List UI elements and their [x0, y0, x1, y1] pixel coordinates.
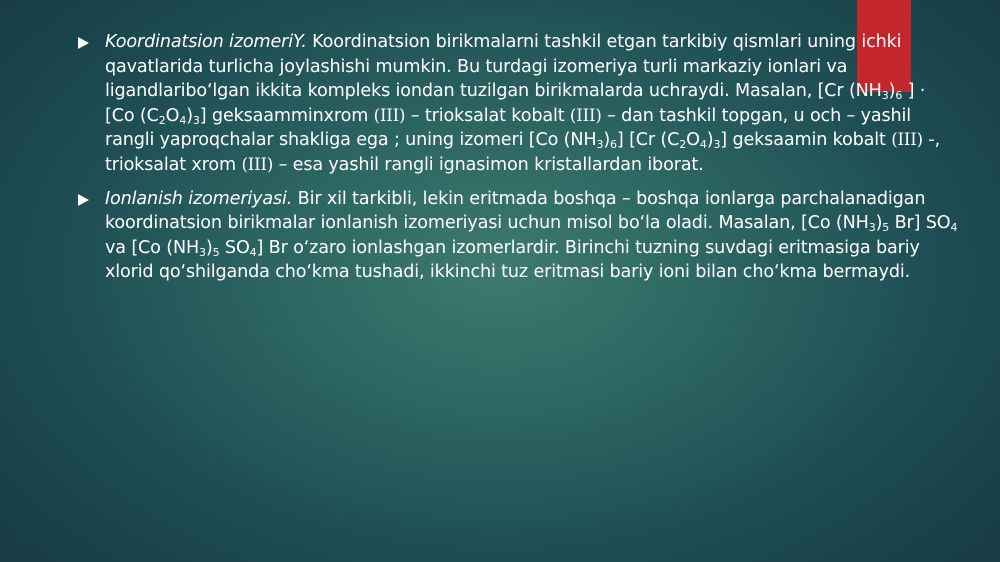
- subscript: 2: [158, 113, 166, 127]
- subscript: 2: [679, 138, 687, 152]
- text-fragment: ] Br o‘zaro ionlashgan izomerlardir. Birinchi tuzning suvdagi eritmasiga bariy xlorid qo‘shilganda cho‘kma tushadi, ikkinchi tuz eritmasi bariy ioni bilan cho‘kma bermaydi.: [105, 237, 920, 283]
- text-fragment: SO: [219, 237, 250, 258]
- text-fragment: ] · [Co (C: [105, 81, 926, 126]
- term-ionization-isomerism: Ionlanish izomeriyasi.: [105, 188, 293, 209]
- bullet-ionization-isomerism: [78, 187, 958, 285]
- subscript: 3: [868, 221, 876, 235]
- roman-numeral: (III): [241, 154, 274, 174]
- subscript: 5: [212, 245, 220, 259]
- subscript: 4: [950, 221, 958, 235]
- text-fragment: O: [686, 130, 700, 151]
- roman-numeral: (III): [373, 105, 406, 125]
- triangle-bullet-icon: [78, 194, 89, 206]
- text-fragment: – esa yashil rangli ignasimon kristallardan iborat.: [273, 154, 704, 175]
- text-fragment: ] [Cr (C: [616, 130, 680, 151]
- text-fragment: ): [186, 105, 193, 126]
- text-fragment: Koordinatsion birikmalarni tashkil etgan tarkibiy qismlari uning ichki qavatlarida turlicha joylashishi mumkin. Bu turdagi izomeriya turli markaziy ionlari va ligandlaribo‘lgan ikkita kompleks iondan tuzilgan birikmalarda uchraydi. Masalan, [Cr (NH: [105, 32, 902, 102]
- slide-content: [78, 30, 958, 294]
- subscript: 6: [895, 89, 903, 103]
- text-fragment: ] geksaamin kobalt: [720, 130, 892, 151]
- subscript: 5: [882, 221, 890, 235]
- text-fragment: ): [706, 130, 714, 151]
- text-fragment: ): [205, 237, 213, 258]
- subscript: 3: [199, 245, 206, 259]
- term-coordination-isomerism: Koordinatsion izomeriY.: [105, 32, 307, 52]
- roman-numeral: (III): [569, 105, 602, 125]
- subscript: 3: [596, 138, 604, 152]
- text-fragment: ): [603, 130, 611, 151]
- text-fragment: Br] SO: [889, 213, 951, 234]
- text-fragment: Bir xil tarkibli, lekin eritmada boshqa – boshqa ionlarga parchalanadigan koordinatsion birikmalar ionlanish izomeriyasi uchun misol bo‘la oladi. Masalan, [Co (NH: [105, 188, 926, 234]
- bullet-coordination-isomerism: [78, 30, 958, 178]
- text-fragment: O: [165, 105, 180, 126]
- subscript: 4: [249, 245, 257, 259]
- subscript: 3: [192, 113, 200, 127]
- text-fragment: ): [888, 81, 896, 102]
- subscript: 4: [699, 138, 707, 152]
- text-fragment: ): [875, 213, 883, 234]
- text-fragment: -, trioksalat xrom: [105, 130, 941, 175]
- subscript: 6: [610, 138, 617, 152]
- subscript: 3: [713, 138, 721, 152]
- subscript: 4: [179, 113, 187, 127]
- text-fragment: – dan tashkil topgan, u och – yashil rangli yaproqchalar shakliga ega ; uning izomeri [Co (NH: [105, 105, 912, 151]
- text-fragment: – trioksalat kobalt: [405, 105, 570, 126]
- triangle-bullet-icon: [78, 37, 89, 49]
- subscript: 3: [881, 89, 889, 103]
- text-fragment: va [Co (NH: [105, 237, 200, 258]
- text-fragment: ] geksaamminxrom: [199, 105, 374, 126]
- roman-numeral: (III): [891, 130, 923, 150]
